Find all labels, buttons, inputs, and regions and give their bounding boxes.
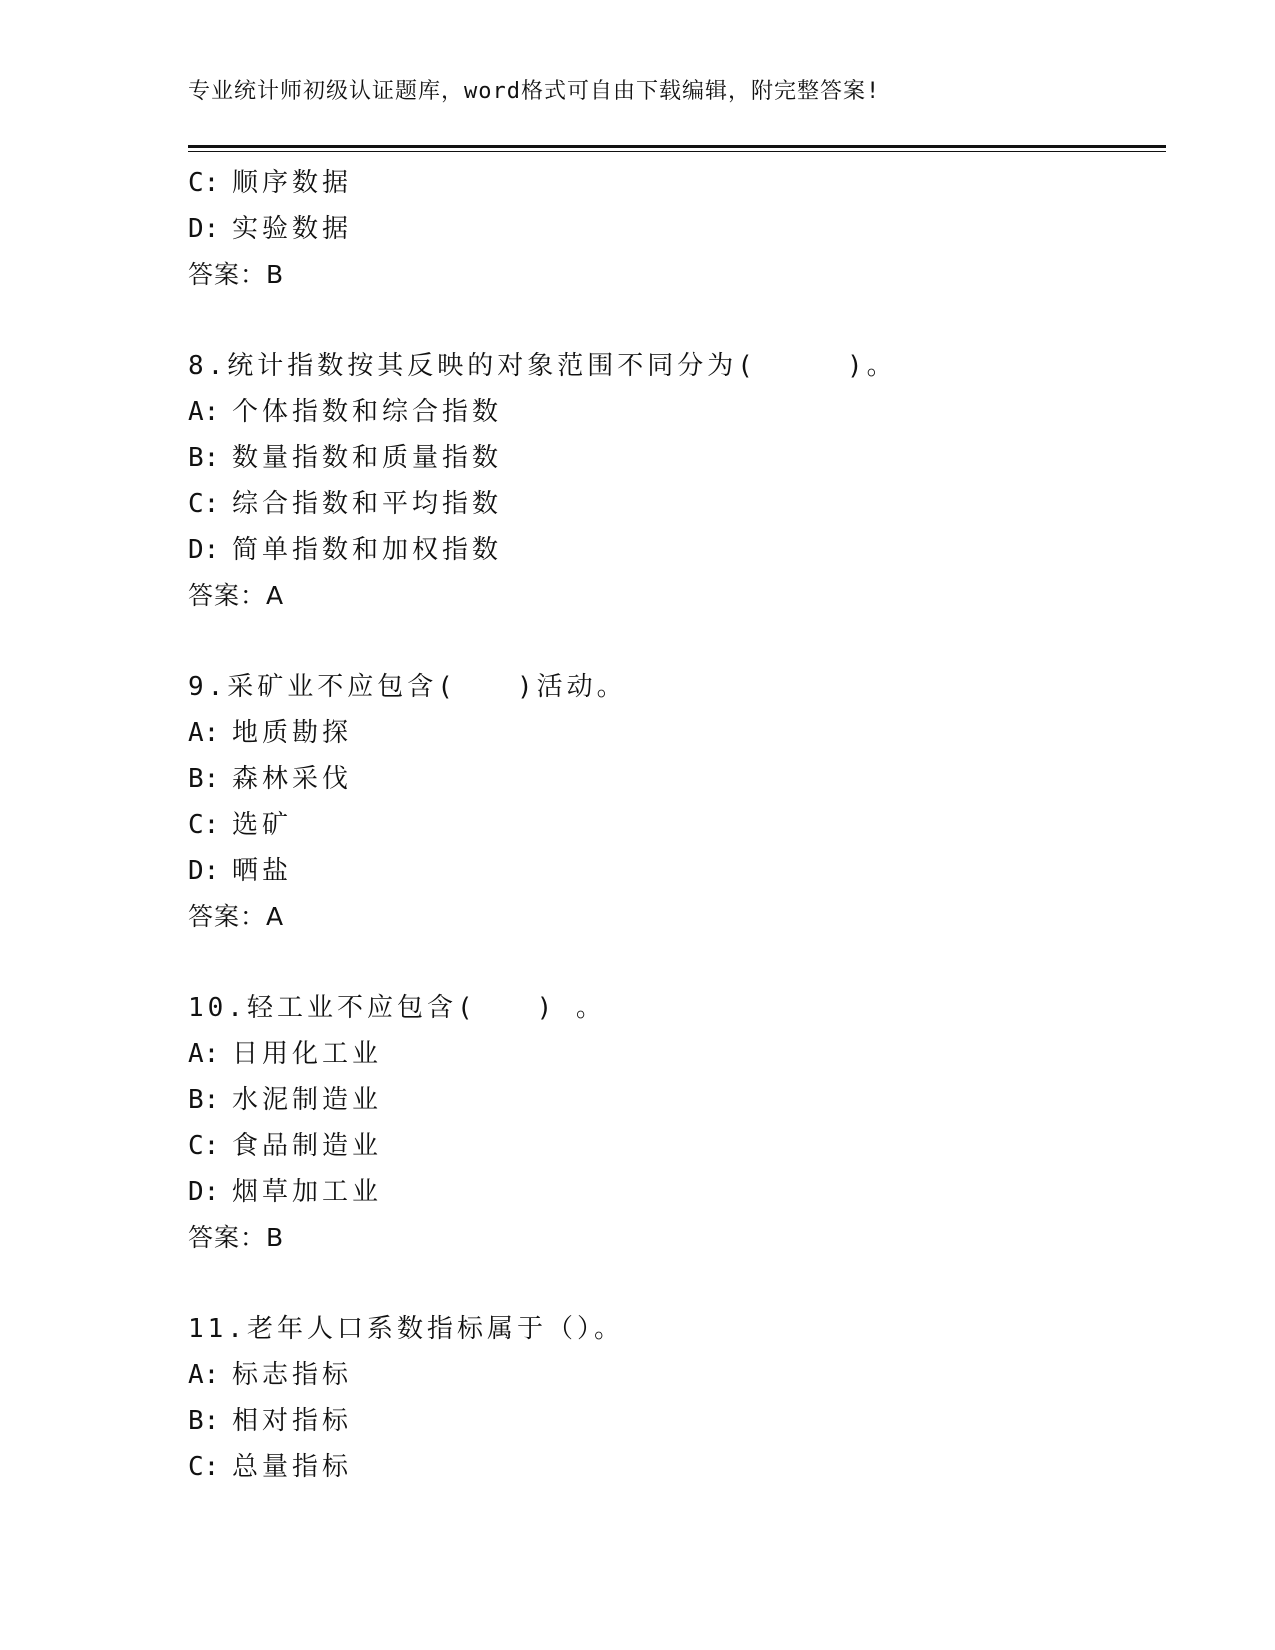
option-line bbox=[188, 435, 1148, 481]
option-key: A: bbox=[188, 1360, 220, 1390]
header-rule-thick bbox=[188, 145, 1166, 148]
option-text: 食品制造业 bbox=[232, 1131, 383, 1161]
option-line bbox=[188, 1398, 1148, 1444]
option-key: A: bbox=[188, 1039, 220, 1069]
option-key: D: bbox=[188, 856, 220, 886]
question-stem: 9.采矿业不应包含( )活动。 bbox=[188, 672, 627, 702]
option-key: A: bbox=[188, 718, 220, 748]
option-key: B: bbox=[188, 1085, 220, 1115]
option-line bbox=[188, 1352, 1148, 1398]
option-line bbox=[188, 1444, 1148, 1490]
option-key: A: bbox=[188, 397, 220, 427]
option-line bbox=[188, 710, 1148, 756]
answer-line: 答案：A bbox=[188, 581, 285, 610]
option-text: 地质勘探 bbox=[232, 718, 353, 748]
option-key: C: bbox=[188, 1131, 220, 1161]
answer-line: 答案：B bbox=[188, 260, 285, 289]
option-key: B: bbox=[188, 1406, 220, 1436]
option-line bbox=[188, 756, 1148, 802]
option-line bbox=[188, 389, 1148, 435]
option-key: B: bbox=[188, 443, 220, 473]
option-line bbox=[188, 206, 1148, 252]
option-key: D: bbox=[188, 535, 220, 565]
option-text: 顺序数据 bbox=[232, 168, 353, 198]
option-text: 数量指数和质量指数 bbox=[232, 443, 503, 473]
option-key: D: bbox=[188, 214, 220, 244]
question-stem: 8.统计指数按其反映的对象范围不同分为( )。 bbox=[188, 351, 897, 381]
option-key: C: bbox=[188, 1452, 220, 1482]
option-text: 实验数据 bbox=[232, 214, 353, 244]
option-key: C: bbox=[188, 489, 220, 519]
option-text: 水泥制造业 bbox=[232, 1085, 383, 1115]
option-line bbox=[188, 1031, 1148, 1077]
option-text: 标志指标 bbox=[232, 1360, 353, 1390]
answer-line: 答案：B bbox=[188, 1223, 285, 1252]
question-stem: 10.轻工业不应包含( ) 。 bbox=[188, 993, 606, 1023]
option-key: C: bbox=[188, 168, 220, 198]
question-content bbox=[188, 160, 1148, 1490]
option-text: 简单指数和加权指数 bbox=[232, 535, 503, 565]
option-line bbox=[188, 802, 1148, 848]
option-text: 烟草加工业 bbox=[232, 1177, 383, 1207]
option-text: 总量指标 bbox=[232, 1452, 353, 1482]
option-text: 选矿 bbox=[232, 810, 293, 840]
option-text: 晒盐 bbox=[232, 856, 293, 886]
option-line bbox=[188, 160, 1148, 206]
option-text: 日用化工业 bbox=[232, 1039, 383, 1069]
option-text: 森林采伐 bbox=[232, 764, 353, 794]
question-stem: 11.老年人口系数指标属于（）。 bbox=[188, 1314, 624, 1344]
page-header: 专业统计师初级认证题库，word格式可自由下载编辑，附完整答案! bbox=[188, 79, 881, 104]
option-line bbox=[188, 848, 1148, 894]
option-text: 综合指数和平均指数 bbox=[232, 489, 503, 519]
option-line bbox=[188, 1077, 1148, 1123]
option-line bbox=[188, 1123, 1148, 1169]
header-rule-thin bbox=[188, 151, 1166, 152]
option-key: C: bbox=[188, 810, 220, 840]
answer-line: 答案：A bbox=[188, 902, 285, 931]
option-line bbox=[188, 481, 1148, 527]
option-text: 个体指数和综合指数 bbox=[232, 397, 503, 427]
option-line bbox=[188, 1169, 1148, 1215]
option-key: B: bbox=[188, 764, 220, 794]
option-key: D: bbox=[188, 1177, 220, 1207]
option-text: 相对指标 bbox=[232, 1406, 353, 1436]
option-line bbox=[188, 527, 1148, 573]
